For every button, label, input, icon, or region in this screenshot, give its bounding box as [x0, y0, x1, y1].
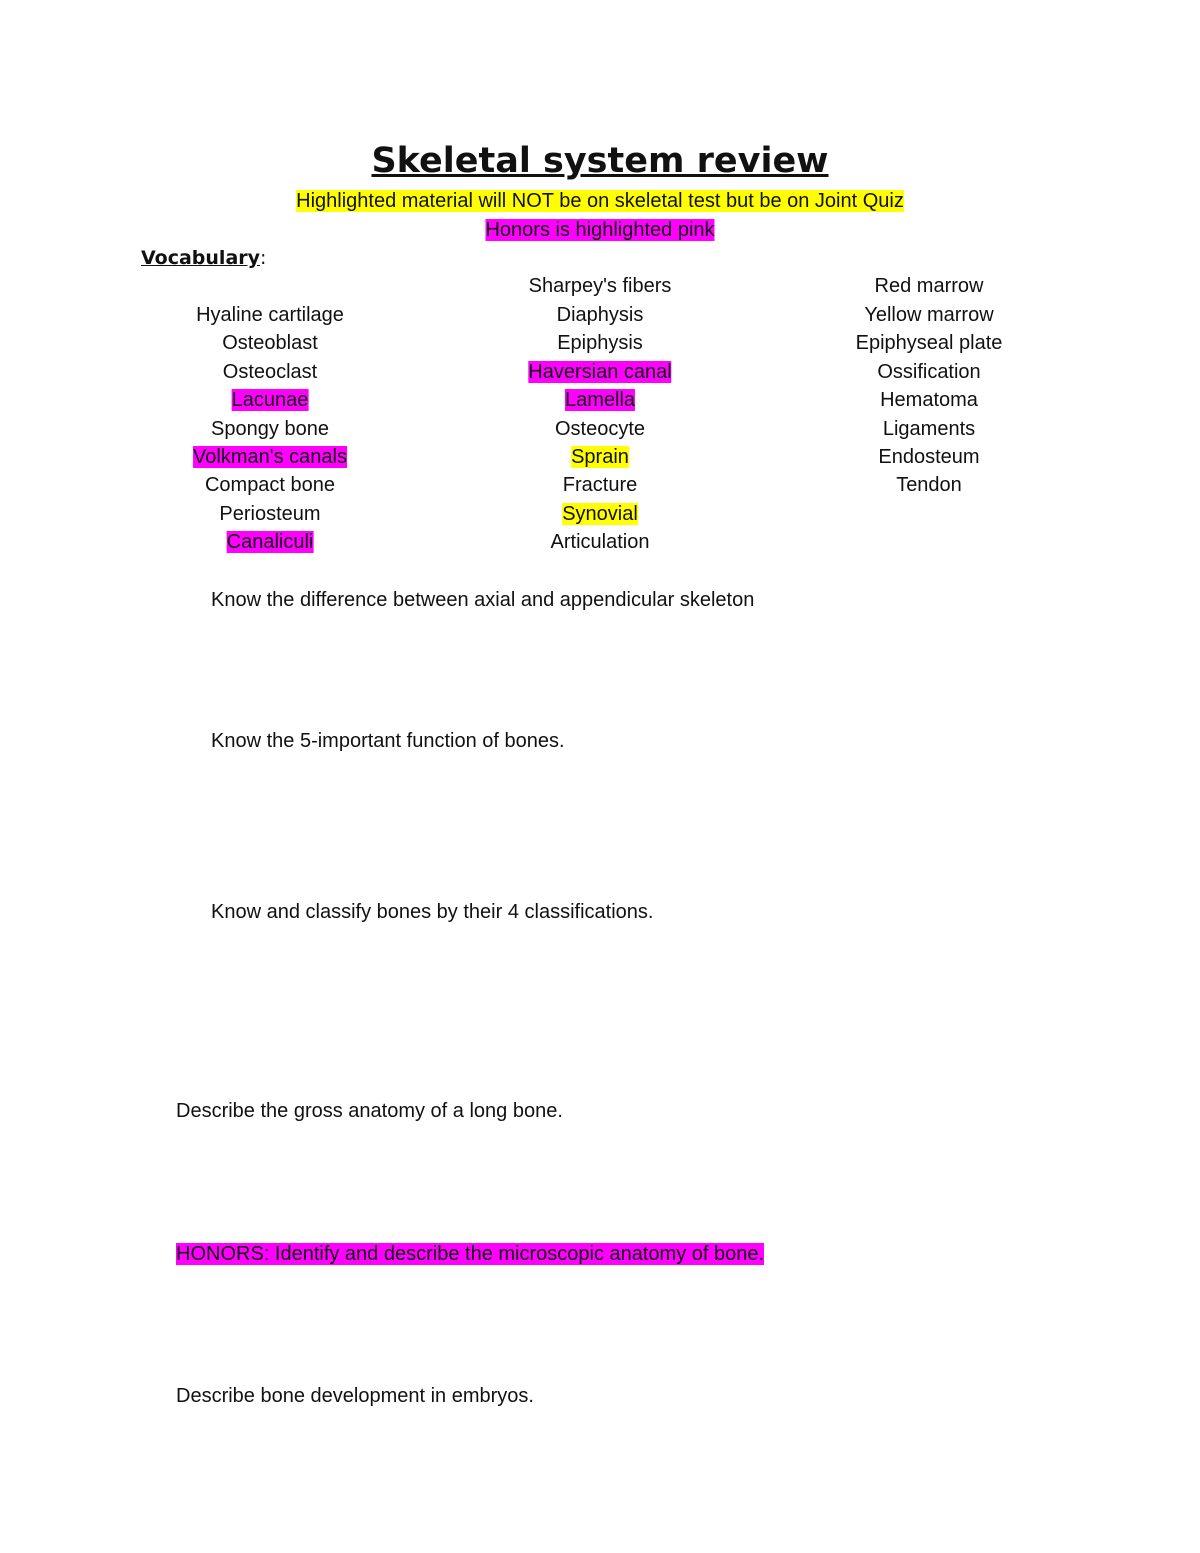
vocab-term	[551, 530, 650, 554]
vocab-term	[880, 388, 978, 412]
term-text: Sharpey's fibers	[528, 275, 672, 297]
question	[176, 1099, 563, 1123]
term-text: Yellow marrow	[864, 304, 994, 326]
vocabulary-label: Vocabulary	[141, 247, 261, 269]
vocab-term	[856, 331, 1003, 355]
term-text: Know the 5-important function of bones.	[211, 730, 565, 752]
vocab-term	[557, 303, 644, 327]
vocab-term	[211, 417, 329, 441]
vocab-term-joint-quiz	[571, 445, 629, 469]
vocab-term	[875, 274, 984, 298]
colon: :	[260, 247, 267, 269]
question-honors	[176, 1242, 764, 1266]
vocab-term	[223, 360, 317, 384]
vocab-term	[878, 445, 979, 469]
term-text: Epiphyseal plate	[855, 332, 1003, 354]
term-text: Know and classify bones by their 4 classifications.	[211, 901, 654, 923]
question	[176, 1384, 534, 1408]
term-text: Ossification	[877, 361, 981, 383]
vocabulary-heading	[141, 246, 266, 270]
term-text: Tendon	[896, 474, 962, 496]
note-text: Honors is highlighted pink	[485, 219, 715, 241]
term-text: Hyaline cartilage	[196, 304, 344, 326]
vocab-term	[877, 360, 980, 384]
note-text: Highlighted material will NOT be on skeletal test but be on Joint Quiz	[296, 190, 904, 212]
vocab-term-joint-quiz	[562, 502, 638, 526]
term-text: Ligaments	[882, 418, 976, 440]
term-text: Periosteum	[219, 503, 321, 525]
pink-highlight-note	[485, 218, 714, 242]
vocab-term	[205, 473, 335, 497]
term-text: Osteocyte	[554, 418, 646, 440]
term-text: Spongy bone	[211, 418, 329, 440]
vocab-term-honors	[232, 388, 309, 412]
vocab-term	[563, 473, 637, 497]
term-text: HONORS: Identify and describe the microscopic anatomy of bone.	[176, 1243, 765, 1265]
term-text: Compact bone	[204, 474, 336, 496]
term-text: Describe the gross anatomy of a long bone.	[176, 1100, 563, 1122]
vocab-term	[529, 274, 672, 298]
term-text: Epiphysis	[557, 332, 643, 354]
term-text: Lacunae	[231, 389, 309, 411]
term-text: Articulation	[550, 531, 650, 553]
term-text: Endosteum	[878, 446, 980, 468]
term-text: Volkman's canals	[193, 446, 347, 468]
vocab-term	[883, 417, 975, 441]
term-text: Synovial	[562, 503, 638, 525]
term-text: Sprain	[571, 446, 629, 468]
page-title: Skeletal system review	[371, 141, 829, 181]
vocab-term-honors	[193, 445, 347, 469]
term-text: Canaliculi	[226, 531, 314, 553]
vocab-term-honors	[528, 360, 671, 384]
question	[211, 900, 653, 924]
term-text: Haversian canal	[528, 361, 672, 383]
question	[211, 729, 565, 753]
question	[211, 588, 754, 612]
term-text: Red marrow	[874, 275, 984, 297]
vocab-term	[196, 303, 344, 327]
vocab-term	[557, 331, 643, 355]
term-text: Diaphysis	[556, 304, 644, 326]
vocab-term-honors	[227, 530, 314, 554]
term-text: Know the difference between axial and appendicular skeleton	[211, 589, 755, 611]
vocab-term	[219, 502, 320, 526]
vocab-term-honors	[565, 388, 635, 412]
vocab-term	[896, 473, 962, 497]
vocab-term	[555, 417, 645, 441]
yellow-highlight-note	[296, 189, 904, 213]
term-text: Hematoma	[880, 389, 978, 411]
term-text: Describe bone development in embryos.	[176, 1385, 534, 1407]
vocab-term	[222, 331, 318, 355]
term-text: Osteoclast	[222, 361, 318, 383]
term-text: Lamella	[564, 389, 636, 411]
vocab-term	[864, 303, 993, 327]
term-text: Osteoblast	[222, 332, 318, 354]
term-text: Fracture	[562, 474, 638, 496]
